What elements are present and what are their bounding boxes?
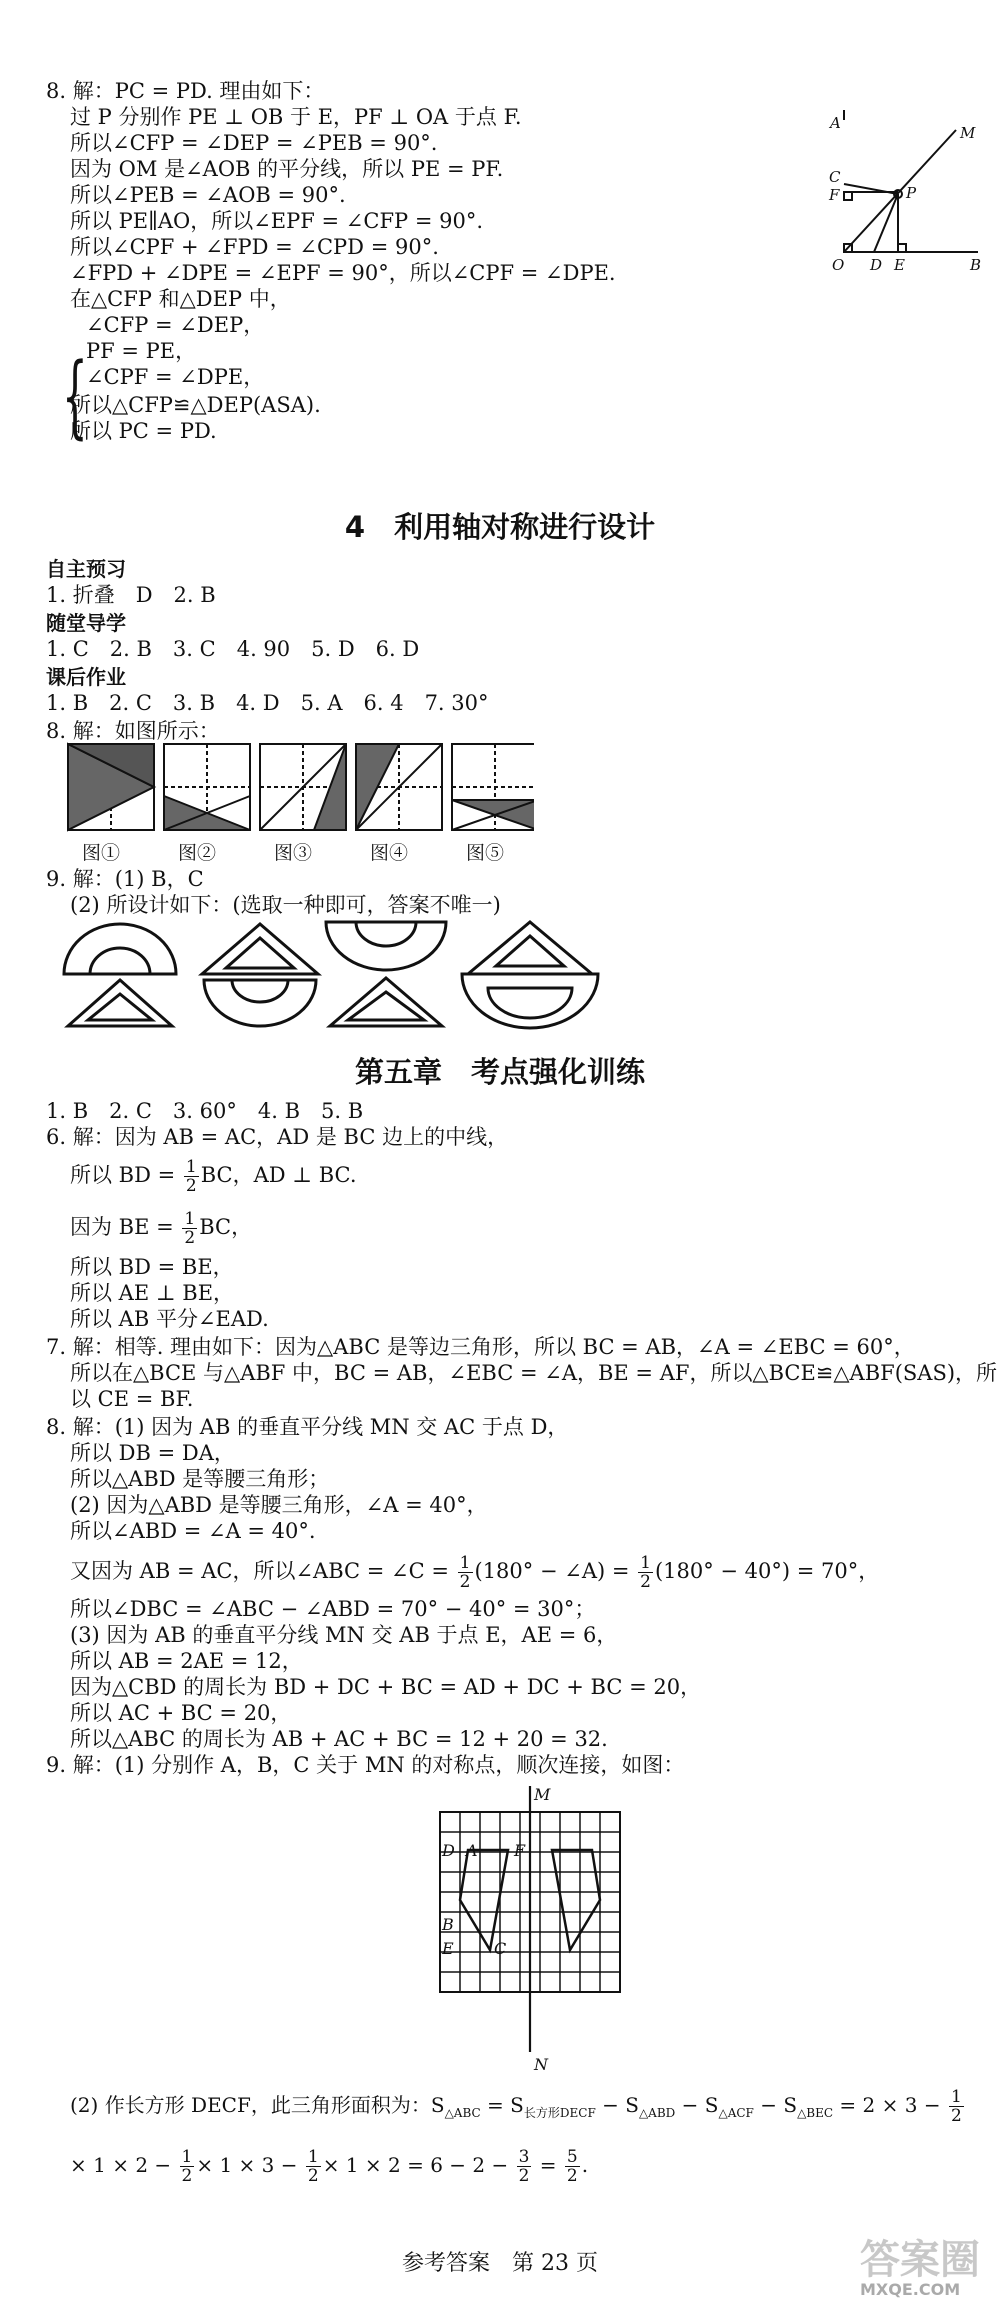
text: = S [480,2093,524,2117]
text-line: 1. B 2. C 3. B 4. D 5. A 6. 4 7. 30° [46,691,489,715]
text-line: 所以 DB = DA， [70,1441,235,1465]
text-line: 8. 解：(1) 因为 AB 的垂直平分线 MN 交 AC 于点 D， [46,1415,569,1439]
text-line: 所以∠CFP = ∠DEP = ∠PEB = 90°. [70,131,438,155]
text-line: 1. 折叠 D 2. B [46,583,216,607]
text: 又因为 AB = AC，所以∠ABC = ∠C = [70,1559,456,1583]
text-line: 8. 解：PC = PD. 理由如下： [46,79,325,103]
fraction: $\frac{1}{2}$ [950,2087,962,2126]
figure-caption: 图③ [274,842,313,864]
text: BC，AD ⊥ BC. [200,1163,357,1187]
text: = 2 × 3 − [833,2093,947,2117]
text-line: 1. B 2. C 3. 60° 4. B 5. B [46,1099,364,1123]
text-line: 在△CFP 和△DEP 中， [70,287,291,311]
fraction: $\frac{1}{2}$ [185,1157,197,1196]
label-d: D [442,1841,455,1860]
watermark-icon: 答案圈 [860,2237,980,2283]
label-f: F [514,1841,526,1860]
label-b: B [442,1915,454,1934]
text-line [70,1210,252,1247]
fraction: $\frac{1}{2}$ [459,1553,471,1592]
label-p: P [906,184,917,202]
text: = [533,2153,563,2177]
fraction: $\frac{1}{2}$ [181,2147,193,2186]
section-title: 第五章 考点强化训练 [354,1055,645,1089]
text-line: 8. 解：如图所示： [46,719,220,743]
text-line [70,2148,588,2185]
figure-caption: 图④ [370,842,409,864]
text: 所以 BD = [70,1163,182,1187]
text: (2) 作长方形 DECF，此三角形面积为：S [70,2093,445,2117]
text-line [70,1158,357,1195]
figure-caption: 图① [82,842,121,864]
figure-caption: 图② [178,842,217,864]
text-line: 所以△ABC 的周长为 AB + AC + BC = 12 + 20 = 32. [70,1727,608,1751]
text: BC， [199,1215,253,1239]
fraction: $\frac{1}{2}$ [640,1553,651,1592]
angle-bisector-figure [824,110,988,270]
text-line: 所以 AB = 2AE = 12， [70,1649,303,1673]
text: △BEC [797,2106,834,2120]
fraction: $\frac{1}{2}$ [184,1209,196,1248]
text-line: 所以∠DBC = ∠ABC − ∠ABD = 70° − 40° = 30°； [70,1597,596,1621]
text-line: ∠FPD + ∠DPE = ∠EPF = 90°，所以∠CPF = ∠DPE. [70,261,616,285]
text-line: (3) 因为 AB 的垂直平分线 MN 交 AB 于点 E，AE = 6， [70,1623,618,1647]
label-o: O [832,256,845,270]
text: (180° − 40°) = 70°， [654,1559,880,1583]
text: △ACF [718,2106,754,2120]
text-line: 6. 解：因为 AB = AC，AD 是 BC 边上的中线， [46,1125,509,1149]
label-c: C [494,1939,507,1958]
label-e: E [442,1939,454,1958]
text: × 1 × 2 = 6 − 2 − [322,2153,515,2177]
label-d: D [870,256,883,270]
text: − S [675,2093,719,2117]
label-b: B [970,256,982,270]
text-line: 所以 BD = BE， [70,1255,234,1279]
label-n: N [534,2055,548,2070]
text: × 1 × 2 − [70,2153,178,2177]
text-line: 所以 AC + BC = 20， [70,1701,292,1725]
text: − S [753,2093,798,2117]
label-f: F [829,186,840,204]
label-m: M [960,124,976,142]
text-line [70,2088,966,2127]
text-line: 所以∠PEB = ∠AOB = 90°. [70,183,346,207]
brace: { [62,344,88,449]
text-line: 所以∠CPF + ∠FPD = ∠CPD = 90°. [70,235,439,259]
text-line: 7. 解：相等. 理由如下：因为△ABC 是等边三角形，所以 BC = AB，∠A = ∠EBC = 60°， [46,1335,915,1359]
text-line: 所以在△BCE 与△ABF 中，BC = AB，∠EBC = ∠A，BE = AF，所以△BCE≌△ABF(SAS)，所 [70,1361,998,1385]
symmetry-grid-figure [430,1780,630,2070]
text-line: 所以△CFP≌△DEP(ASA). [70,393,321,417]
label-a: A [830,114,841,132]
text: − S [595,2093,639,2117]
text: (180° − ∠A) = [474,1559,637,1583]
fraction: $\frac{5}{2}$ [566,2147,578,2186]
text-line: 所以∠ABD = ∠A = 40°. [70,1519,316,1543]
text-line: 因为△CBD 的周长为 BD + DC + BC = AD + DC + BC = 20， [70,1675,702,1699]
text: . [581,2153,589,2177]
text-line: 所以 PE∥AO，所以∠EPF = ∠CFP = 90°. [70,209,483,233]
figure-caption: 图⑤ [466,842,505,864]
protractor-triangle-designs [60,918,620,1030]
text-line: ∠CFP = ∠DEP， [86,313,265,337]
fold-designs-figure [64,740,534,836]
label-a: A [466,1841,478,1860]
section-title: 4 利用轴对称进行设计 [344,510,656,544]
text-line: 所以 PC = PD. [70,419,217,443]
watermark-logo: 答案圈 MXQE.COM [860,2237,980,2299]
text-line: 过 P 分别作 PE ⊥ OB 于 E，PF ⊥ OA 于点 F. [70,105,522,129]
text: 因为 BE = [70,1215,181,1239]
text-line: 所以 AB 平分∠EAD. [70,1307,269,1331]
fraction: $\frac{1}{2}$ [307,2147,319,2186]
text-line [70,1554,879,1591]
page-footer: 参考答案 第 23 页 [402,2251,598,2276]
text: × 1 × 3 − [196,2153,304,2177]
subheading: 随堂导学 [46,611,126,635]
text-line: 9. 解：(1) 分别作 A，B，C 关于 MN 的对称点，顺次连接，如图： [46,1753,685,1777]
text: △ABC [444,2106,481,2120]
text-line: 因为 OM 是∠AOB 的平分线，所以 PE = PF. [70,157,504,181]
text-line: 9. 解：(1) B，C [46,867,204,891]
text-line: PF = PE， [86,339,197,363]
subheading: 课后作业 [46,665,126,689]
text-line: 所以 AE ⊥ BE， [70,1281,235,1305]
text: 长方形DECF [523,2106,596,2120]
text-line: 以 CE = BF. [70,1387,194,1411]
text-line: 所以△ABD 是等腰三角形； [70,1467,330,1491]
label-m: M [534,1785,551,1804]
text: △ABD [638,2106,676,2120]
label-e: E [894,256,905,270]
subheading: 自主预习 [46,557,126,581]
text-line: 1. C 2. B 3. C 4. 90 5. D 6. D [46,637,420,661]
fraction: $\frac{3}{2}$ [518,2147,530,2186]
text-line: (2) 所设计如下：(选取一种即可，答案不唯一) [70,893,501,917]
text-line: (2) 因为△ABD 是等腰三角形，∠A = 40°， [70,1493,488,1517]
text-line: ∠CPF = ∠DPE， [86,365,265,389]
label-c: C [829,168,841,186]
